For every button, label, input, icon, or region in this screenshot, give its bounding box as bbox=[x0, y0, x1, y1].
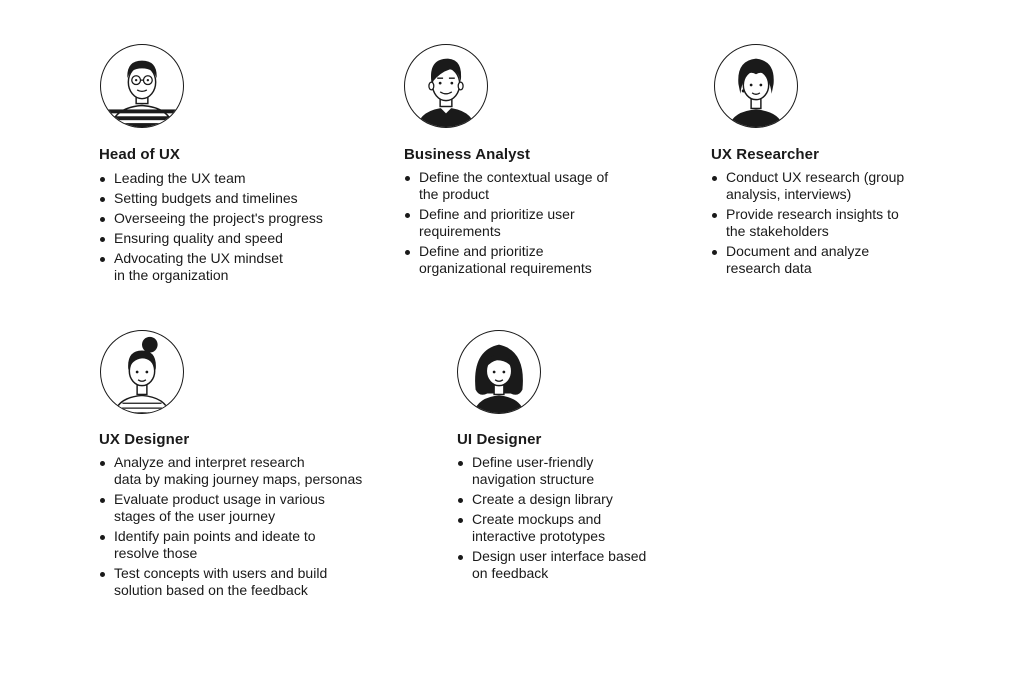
list-item: Conduct UX research (group analysis, interviews) bbox=[711, 169, 904, 203]
list-item: Define the contextual usage of the product bbox=[404, 169, 608, 203]
role-title: Head of UX bbox=[99, 146, 181, 163]
list-item: Define and prioritize user requirements bbox=[404, 206, 608, 240]
list-item: Overseeing the project's progress bbox=[99, 210, 323, 227]
list-item: Evaluate product usage in various stages of the user journey bbox=[99, 491, 362, 525]
woman-with-long-hair-avatar-icon bbox=[457, 330, 541, 414]
role-title: Business Analyst bbox=[404, 146, 531, 163]
list-item: Create mockups and interactive prototypes bbox=[457, 511, 646, 545]
role-title: UX Designer bbox=[99, 431, 190, 448]
man-avatar-icon bbox=[404, 44, 488, 128]
list-item: Create a design library bbox=[457, 491, 646, 508]
list-item: Define user-friendly navigation structure bbox=[457, 454, 646, 488]
list-item: Design user interface based on feedback bbox=[457, 548, 646, 582]
responsibility-list bbox=[711, 169, 904, 280]
woman-with-bun-avatar-icon bbox=[100, 330, 184, 414]
list-item: Analyze and interpret research data by making journey maps, personas bbox=[99, 454, 362, 488]
responsibility-list bbox=[99, 454, 362, 602]
responsibility-list bbox=[457, 454, 646, 585]
list-item: Identify pain points and ideate to resolve those bbox=[99, 528, 362, 562]
role-title: UX Researcher bbox=[711, 146, 820, 163]
list-item: Leading the UX team bbox=[99, 170, 323, 187]
woman-with-headband-avatar-icon bbox=[714, 44, 798, 128]
list-item: Provide research insights to the stakeholders bbox=[711, 206, 904, 240]
list-item: Document and analyze research data bbox=[711, 243, 904, 277]
list-item: Advocating the UX mindset in the organization bbox=[99, 250, 323, 284]
responsibility-list bbox=[404, 169, 608, 280]
list-item: Test concepts with users and build solution based on the feedback bbox=[99, 565, 362, 599]
man-with-glasses-avatar-icon bbox=[100, 44, 184, 128]
list-item: Setting budgets and timelines bbox=[99, 190, 323, 207]
role-title: UI Designer bbox=[457, 431, 542, 448]
list-item: Ensuring quality and speed bbox=[99, 230, 323, 247]
list-item: Define and prioritize organizational requirements bbox=[404, 243, 608, 277]
responsibility-list bbox=[99, 170, 323, 287]
